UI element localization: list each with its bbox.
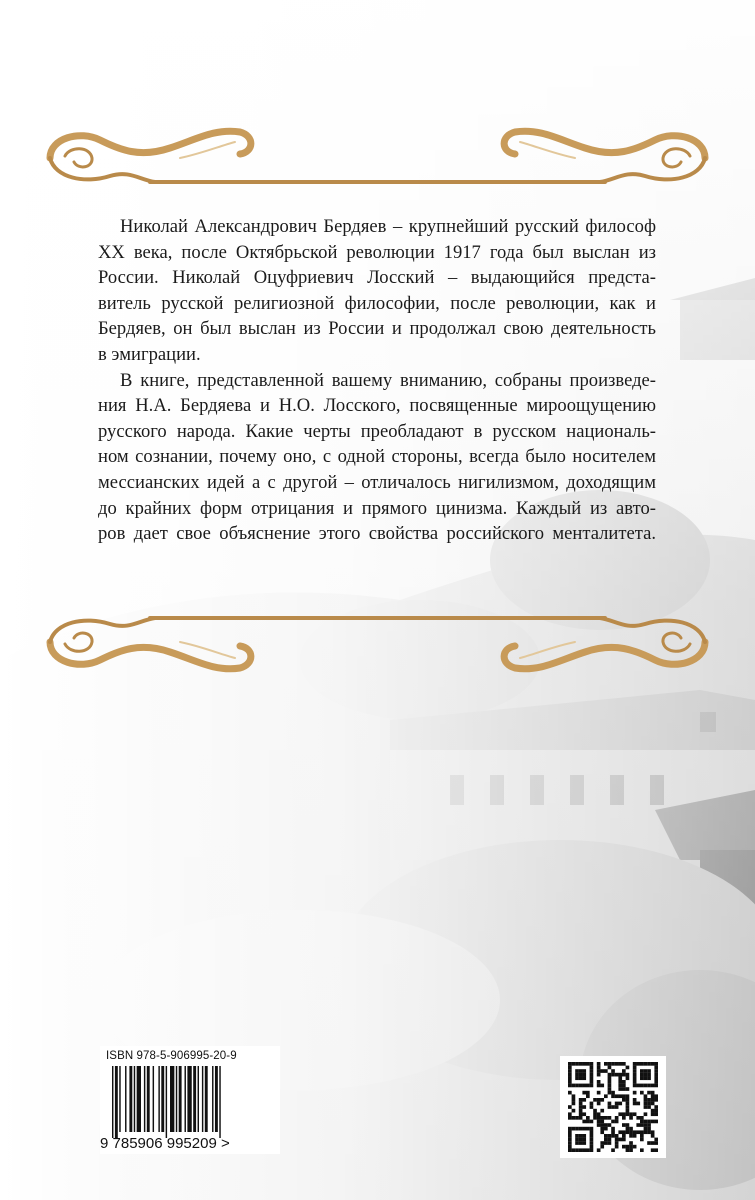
ean-digits: 9 785906 995209 > <box>100 1135 230 1152</box>
paragraph-1 <box>98 214 656 368</box>
text-line: русского народа. Какие черты преобладают в русском националь- <box>98 420 656 442</box>
paragraph-2 <box>98 368 656 547</box>
text-line: ния Н.А. Бердяева и Н.О. Лосского, посвященные мироощущению <box>98 395 656 417</box>
text-line: В книге, представленной вашему вниманию, собраны произведе- <box>120 369 656 391</box>
text-line: мессианских идей а с другой – отличалось нигилизмом, доходящим <box>98 471 656 493</box>
barcode-bars <box>112 1066 272 1138</box>
top-ornament-icon <box>30 118 725 192</box>
isbn-number: ISBN 978-5-906995-20-9 <box>106 1050 237 1062</box>
qr-code <box>560 1056 666 1158</box>
text-line: России. Николай Оцуфриевич Лосский – выдающийся предста- <box>98 267 656 289</box>
isbn-barcode <box>100 1046 280 1154</box>
text-line: Бердяев, он был выслан из России и продолжал свою деятельность <box>98 318 656 340</box>
text-line: до крайних форм отрицания и прямого цинизма. Каждый из авто- <box>98 497 656 519</box>
text-line: ров дает свое объяснение этого свойства российского менталитета. <box>98 523 656 545</box>
qr-code-icon <box>568 1062 658 1152</box>
text-line: ном сознании, почему оно, с одной стороны, всегда было носителем <box>98 446 656 468</box>
bottom-ornament-icon <box>30 608 725 682</box>
text-line: витель русской религиозной философии, после революции, как и <box>98 292 656 314</box>
text-line: XX века, после Октябрьской революции 1917 года был выслан из <box>98 241 656 263</box>
text-line: в эмиграции. <box>98 343 201 365</box>
cover-description <box>98 214 656 547</box>
text-line: Николай Александрович Бердяев – крупнейший русский философ <box>120 216 656 237</box>
